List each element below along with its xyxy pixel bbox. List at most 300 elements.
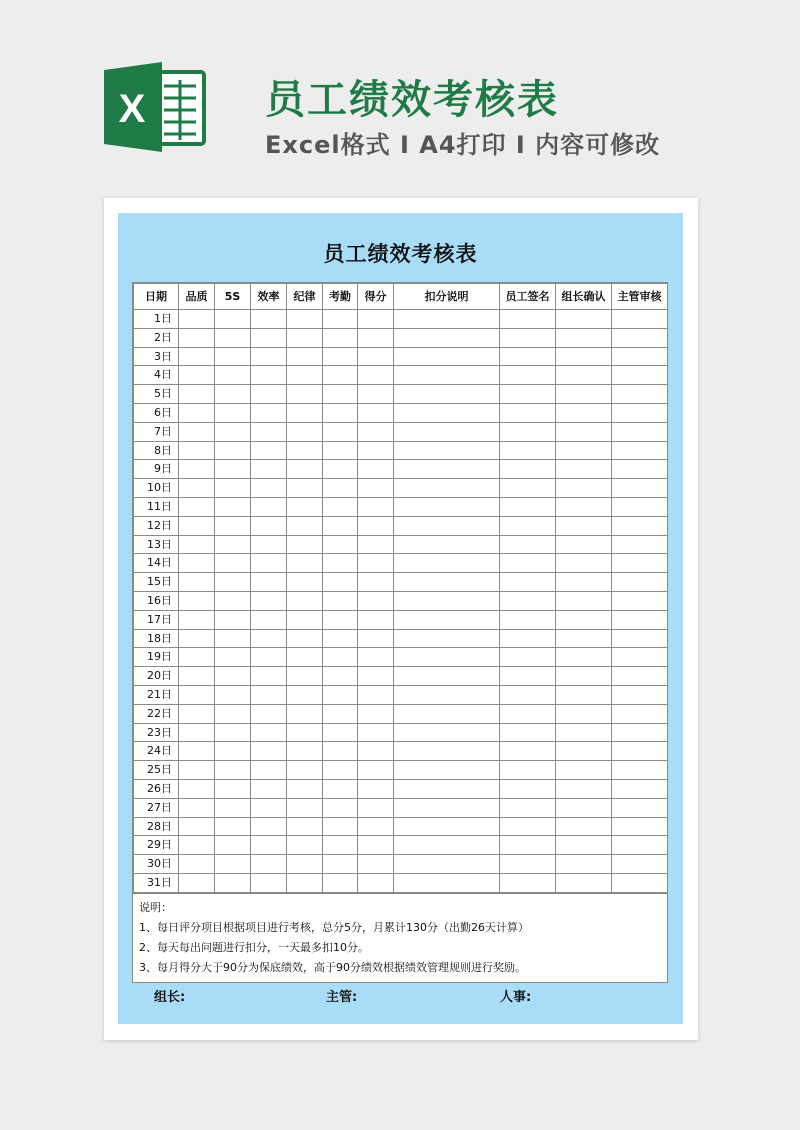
entry-cell[interactable] xyxy=(215,385,251,404)
entry-cell[interactable] xyxy=(612,779,668,798)
entry-cell[interactable] xyxy=(251,855,287,874)
entry-cell[interactable] xyxy=(287,610,323,629)
entry-cell[interactable] xyxy=(215,761,251,780)
entry-cell[interactable] xyxy=(500,742,556,761)
entry-cell[interactable] xyxy=(323,610,358,629)
entry-cell[interactable] xyxy=(358,873,394,892)
entry-cell[interactable] xyxy=(612,667,668,686)
entry-cell[interactable] xyxy=(251,610,287,629)
entry-cell[interactable] xyxy=(612,573,668,592)
entry-cell[interactable] xyxy=(358,479,394,498)
entry-cell[interactable] xyxy=(251,310,287,329)
entry-cell[interactable] xyxy=(179,573,215,592)
entry-cell[interactable] xyxy=(179,310,215,329)
entry-cell[interactable] xyxy=(179,497,215,516)
entry-cell[interactable] xyxy=(612,685,668,704)
entry-cell[interactable] xyxy=(287,535,323,554)
entry-cell[interactable] xyxy=(287,648,323,667)
entry-cell[interactable] xyxy=(394,855,500,874)
entry-cell[interactable] xyxy=(358,422,394,441)
entry-cell[interactable] xyxy=(394,723,500,742)
entry-cell[interactable] xyxy=(179,667,215,686)
entry-cell[interactable] xyxy=(323,310,358,329)
entry-cell[interactable] xyxy=(323,629,358,648)
entry-cell[interactable] xyxy=(287,723,323,742)
entry-cell[interactable] xyxy=(287,779,323,798)
entry-cell[interactable] xyxy=(179,873,215,892)
entry-cell[interactable] xyxy=(394,573,500,592)
entry-cell[interactable] xyxy=(556,422,612,441)
entry-cell[interactable] xyxy=(500,629,556,648)
entry-cell[interactable] xyxy=(287,497,323,516)
entry-cell[interactable] xyxy=(179,855,215,874)
entry-cell[interactable] xyxy=(394,347,500,366)
entry-cell[interactable] xyxy=(358,685,394,704)
entry-cell[interactable] xyxy=(500,497,556,516)
entry-cell[interactable] xyxy=(179,591,215,610)
entry-cell[interactable] xyxy=(612,460,668,479)
entry-cell[interactable] xyxy=(323,403,358,422)
entry-cell[interactable] xyxy=(394,535,500,554)
entry-cell[interactable] xyxy=(358,761,394,780)
entry-cell[interactable] xyxy=(179,648,215,667)
entry-cell[interactable] xyxy=(251,817,287,836)
entry-cell[interactable] xyxy=(215,798,251,817)
entry-cell[interactable] xyxy=(179,516,215,535)
entry-cell[interactable] xyxy=(215,422,251,441)
entry-cell[interactable] xyxy=(323,798,358,817)
entry-cell[interactable] xyxy=(612,761,668,780)
entry-cell[interactable] xyxy=(556,648,612,667)
entry-cell[interactable] xyxy=(556,855,612,874)
entry-cell[interactable] xyxy=(612,422,668,441)
entry-cell[interactable] xyxy=(287,685,323,704)
entry-cell[interactable] xyxy=(556,836,612,855)
entry-cell[interactable] xyxy=(556,723,612,742)
entry-cell[interactable] xyxy=(251,779,287,798)
entry-cell[interactable] xyxy=(358,497,394,516)
entry-cell[interactable] xyxy=(612,817,668,836)
entry-cell[interactable] xyxy=(287,704,323,723)
entry-cell[interactable] xyxy=(179,685,215,704)
entry-cell[interactable] xyxy=(500,573,556,592)
entry-cell[interactable] xyxy=(500,347,556,366)
entry-cell[interactable] xyxy=(179,479,215,498)
entry-cell[interactable] xyxy=(287,798,323,817)
entry-cell[interactable] xyxy=(215,610,251,629)
entry-cell[interactable] xyxy=(612,403,668,422)
entry-cell[interactable] xyxy=(287,385,323,404)
entry-cell[interactable] xyxy=(323,385,358,404)
entry-cell[interactable] xyxy=(394,629,500,648)
entry-cell[interactable] xyxy=(556,873,612,892)
entry-cell[interactable] xyxy=(612,798,668,817)
entry-cell[interactable] xyxy=(323,761,358,780)
entry-cell[interactable] xyxy=(612,554,668,573)
entry-cell[interactable] xyxy=(215,591,251,610)
entry-cell[interactable] xyxy=(323,648,358,667)
entry-cell[interactable] xyxy=(556,667,612,686)
entry-cell[interactable] xyxy=(215,347,251,366)
entry-cell[interactable] xyxy=(358,554,394,573)
entry-cell[interactable] xyxy=(323,366,358,385)
entry-cell[interactable] xyxy=(500,873,556,892)
entry-cell[interactable] xyxy=(215,817,251,836)
entry-cell[interactable] xyxy=(394,310,500,329)
entry-cell[interactable] xyxy=(500,610,556,629)
entry-cell[interactable] xyxy=(394,798,500,817)
entry-cell[interactable] xyxy=(394,591,500,610)
entry-cell[interactable] xyxy=(287,479,323,498)
entry-cell[interactable] xyxy=(358,836,394,855)
entry-cell[interactable] xyxy=(323,855,358,874)
entry-cell[interactable] xyxy=(287,441,323,460)
entry-cell[interactable] xyxy=(287,761,323,780)
entry-cell[interactable] xyxy=(500,422,556,441)
entry-cell[interactable] xyxy=(287,573,323,592)
entry-cell[interactable] xyxy=(179,366,215,385)
entry-cell[interactable] xyxy=(358,723,394,742)
entry-cell[interactable] xyxy=(500,855,556,874)
entry-cell[interactable] xyxy=(612,328,668,347)
entry-cell[interactable] xyxy=(215,554,251,573)
entry-cell[interactable] xyxy=(251,629,287,648)
entry-cell[interactable] xyxy=(612,648,668,667)
entry-cell[interactable] xyxy=(215,704,251,723)
entry-cell[interactable] xyxy=(251,648,287,667)
entry-cell[interactable] xyxy=(287,422,323,441)
entry-cell[interactable] xyxy=(323,422,358,441)
entry-cell[interactable] xyxy=(394,873,500,892)
entry-cell[interactable] xyxy=(251,591,287,610)
entry-cell[interactable] xyxy=(612,629,668,648)
entry-cell[interactable] xyxy=(323,685,358,704)
entry-cell[interactable] xyxy=(556,761,612,780)
entry-cell[interactable] xyxy=(323,328,358,347)
entry-cell[interactable] xyxy=(179,610,215,629)
entry-cell[interactable] xyxy=(179,723,215,742)
entry-cell[interactable] xyxy=(612,535,668,554)
entry-cell[interactable] xyxy=(556,554,612,573)
entry-cell[interactable] xyxy=(556,441,612,460)
entry-cell[interactable] xyxy=(251,385,287,404)
entry-cell[interactable] xyxy=(612,704,668,723)
entry-cell[interactable] xyxy=(179,422,215,441)
entry-cell[interactable] xyxy=(612,310,668,329)
entry-cell[interactable] xyxy=(394,610,500,629)
entry-cell[interactable] xyxy=(612,855,668,874)
entry-cell[interactable] xyxy=(179,779,215,798)
entry-cell[interactable] xyxy=(251,479,287,498)
entry-cell[interactable] xyxy=(215,573,251,592)
entry-cell[interactable] xyxy=(358,855,394,874)
entry-cell[interactable] xyxy=(612,873,668,892)
entry-cell[interactable] xyxy=(251,742,287,761)
entry-cell[interactable] xyxy=(500,366,556,385)
entry-cell[interactable] xyxy=(358,328,394,347)
entry-cell[interactable] xyxy=(215,629,251,648)
entry-cell[interactable] xyxy=(394,328,500,347)
entry-cell[interactable] xyxy=(500,385,556,404)
entry-cell[interactable] xyxy=(358,516,394,535)
entry-cell[interactable] xyxy=(251,347,287,366)
entry-cell[interactable] xyxy=(179,817,215,836)
entry-cell[interactable] xyxy=(251,422,287,441)
entry-cell[interactable] xyxy=(394,836,500,855)
entry-cell[interactable] xyxy=(215,441,251,460)
entry-cell[interactable] xyxy=(556,516,612,535)
entry-cell[interactable] xyxy=(394,667,500,686)
entry-cell[interactable] xyxy=(394,685,500,704)
entry-cell[interactable] xyxy=(394,385,500,404)
entry-cell[interactable] xyxy=(500,798,556,817)
entry-cell[interactable] xyxy=(500,761,556,780)
entry-cell[interactable] xyxy=(287,836,323,855)
entry-cell[interactable] xyxy=(251,704,287,723)
entry-cell[interactable] xyxy=(556,385,612,404)
entry-cell[interactable] xyxy=(323,460,358,479)
entry-cell[interactable] xyxy=(394,817,500,836)
entry-cell[interactable] xyxy=(358,742,394,761)
entry-cell[interactable] xyxy=(251,873,287,892)
entry-cell[interactable] xyxy=(358,798,394,817)
entry-cell[interactable] xyxy=(323,497,358,516)
entry-cell[interactable] xyxy=(394,441,500,460)
entry-cell[interactable] xyxy=(323,779,358,798)
entry-cell[interactable] xyxy=(394,403,500,422)
entry-cell[interactable] xyxy=(323,836,358,855)
entry-cell[interactable] xyxy=(287,873,323,892)
entry-cell[interactable] xyxy=(287,855,323,874)
entry-cell[interactable] xyxy=(500,591,556,610)
entry-cell[interactable] xyxy=(323,667,358,686)
entry-cell[interactable] xyxy=(500,460,556,479)
entry-cell[interactable] xyxy=(215,873,251,892)
entry-cell[interactable] xyxy=(556,742,612,761)
entry-cell[interactable] xyxy=(323,817,358,836)
entry-cell[interactable] xyxy=(358,366,394,385)
entry-cell[interactable] xyxy=(500,817,556,836)
entry-cell[interactable] xyxy=(358,704,394,723)
entry-cell[interactable] xyxy=(287,591,323,610)
entry-cell[interactable] xyxy=(612,742,668,761)
entry-cell[interactable] xyxy=(179,742,215,761)
entry-cell[interactable] xyxy=(251,667,287,686)
entry-cell[interactable] xyxy=(323,723,358,742)
entry-cell[interactable] xyxy=(556,497,612,516)
entry-cell[interactable] xyxy=(500,836,556,855)
entry-cell[interactable] xyxy=(556,610,612,629)
entry-cell[interactable] xyxy=(179,704,215,723)
entry-cell[interactable] xyxy=(556,798,612,817)
entry-cell[interactable] xyxy=(500,516,556,535)
entry-cell[interactable] xyxy=(179,441,215,460)
entry-cell[interactable] xyxy=(358,460,394,479)
entry-cell[interactable] xyxy=(556,347,612,366)
entry-cell[interactable] xyxy=(215,723,251,742)
entry-cell[interactable] xyxy=(215,535,251,554)
entry-cell[interactable] xyxy=(500,441,556,460)
entry-cell[interactable] xyxy=(251,516,287,535)
entry-cell[interactable] xyxy=(394,648,500,667)
entry-cell[interactable] xyxy=(556,366,612,385)
entry-cell[interactable] xyxy=(358,403,394,422)
entry-cell[interactable] xyxy=(251,554,287,573)
entry-cell[interactable] xyxy=(287,460,323,479)
entry-cell[interactable] xyxy=(215,328,251,347)
entry-cell[interactable] xyxy=(251,366,287,385)
entry-cell[interactable] xyxy=(287,667,323,686)
entry-cell[interactable] xyxy=(394,779,500,798)
entry-cell[interactable] xyxy=(612,497,668,516)
entry-cell[interactable] xyxy=(287,742,323,761)
entry-cell[interactable] xyxy=(358,817,394,836)
entry-cell[interactable] xyxy=(556,310,612,329)
entry-cell[interactable] xyxy=(500,554,556,573)
entry-cell[interactable] xyxy=(394,460,500,479)
entry-cell[interactable] xyxy=(287,629,323,648)
entry-cell[interactable] xyxy=(358,610,394,629)
entry-cell[interactable] xyxy=(612,366,668,385)
entry-cell[interactable] xyxy=(179,629,215,648)
entry-cell[interactable] xyxy=(323,347,358,366)
entry-cell[interactable] xyxy=(612,516,668,535)
entry-cell[interactable] xyxy=(179,385,215,404)
entry-cell[interactable] xyxy=(287,403,323,422)
entry-cell[interactable] xyxy=(287,328,323,347)
entry-cell[interactable] xyxy=(323,573,358,592)
entry-cell[interactable] xyxy=(612,441,668,460)
entry-cell[interactable] xyxy=(323,704,358,723)
entry-cell[interactable] xyxy=(215,667,251,686)
entry-cell[interactable] xyxy=(287,347,323,366)
entry-cell[interactable] xyxy=(556,328,612,347)
entry-cell[interactable] xyxy=(358,629,394,648)
entry-cell[interactable] xyxy=(358,591,394,610)
entry-cell[interactable] xyxy=(323,516,358,535)
entry-cell[interactable] xyxy=(215,366,251,385)
entry-cell[interactable] xyxy=(394,761,500,780)
entry-cell[interactable] xyxy=(612,385,668,404)
entry-cell[interactable] xyxy=(179,535,215,554)
entry-cell[interactable] xyxy=(358,385,394,404)
entry-cell[interactable] xyxy=(394,554,500,573)
entry-cell[interactable] xyxy=(179,347,215,366)
entry-cell[interactable] xyxy=(287,516,323,535)
entry-cell[interactable] xyxy=(215,516,251,535)
entry-cell[interactable] xyxy=(612,610,668,629)
entry-cell[interactable] xyxy=(500,779,556,798)
entry-cell[interactable] xyxy=(287,817,323,836)
entry-cell[interactable] xyxy=(358,667,394,686)
entry-cell[interactable] xyxy=(500,723,556,742)
entry-cell[interactable] xyxy=(323,591,358,610)
entry-cell[interactable] xyxy=(179,836,215,855)
entry-cell[interactable] xyxy=(215,479,251,498)
entry-cell[interactable] xyxy=(323,873,358,892)
entry-cell[interactable] xyxy=(358,573,394,592)
entry-cell[interactable] xyxy=(358,648,394,667)
entry-cell[interactable] xyxy=(251,798,287,817)
entry-cell[interactable] xyxy=(394,516,500,535)
entry-cell[interactable] xyxy=(179,403,215,422)
entry-cell[interactable] xyxy=(323,535,358,554)
entry-cell[interactable] xyxy=(215,836,251,855)
entry-cell[interactable] xyxy=(394,366,500,385)
entry-cell[interactable] xyxy=(179,798,215,817)
entry-cell[interactable] xyxy=(556,460,612,479)
entry-cell[interactable] xyxy=(215,685,251,704)
entry-cell[interactable] xyxy=(358,779,394,798)
entry-cell[interactable] xyxy=(251,685,287,704)
entry-cell[interactable] xyxy=(358,441,394,460)
entry-cell[interactable] xyxy=(251,535,287,554)
entry-cell[interactable] xyxy=(215,460,251,479)
entry-cell[interactable] xyxy=(394,479,500,498)
entry-cell[interactable] xyxy=(251,761,287,780)
entry-cell[interactable] xyxy=(215,310,251,329)
entry-cell[interactable] xyxy=(251,573,287,592)
entry-cell[interactable] xyxy=(215,855,251,874)
entry-cell[interactable] xyxy=(556,403,612,422)
entry-cell[interactable] xyxy=(394,422,500,441)
entry-cell[interactable] xyxy=(556,479,612,498)
entry-cell[interactable] xyxy=(251,497,287,516)
entry-cell[interactable] xyxy=(612,836,668,855)
entry-cell[interactable] xyxy=(251,441,287,460)
entry-cell[interactable] xyxy=(556,629,612,648)
entry-cell[interactable] xyxy=(179,460,215,479)
entry-cell[interactable] xyxy=(500,403,556,422)
entry-cell[interactable] xyxy=(251,723,287,742)
entry-cell[interactable] xyxy=(394,497,500,516)
entry-cell[interactable] xyxy=(251,836,287,855)
entry-cell[interactable] xyxy=(215,742,251,761)
entry-cell[interactable] xyxy=(358,310,394,329)
entry-cell[interactable] xyxy=(500,704,556,723)
entry-cell[interactable] xyxy=(251,328,287,347)
entry-cell[interactable] xyxy=(215,497,251,516)
entry-cell[interactable] xyxy=(251,460,287,479)
entry-cell[interactable] xyxy=(323,554,358,573)
entry-cell[interactable] xyxy=(179,328,215,347)
entry-cell[interactable] xyxy=(287,366,323,385)
entry-cell[interactable] xyxy=(556,779,612,798)
entry-cell[interactable] xyxy=(500,328,556,347)
entry-cell[interactable] xyxy=(394,704,500,723)
entry-cell[interactable] xyxy=(500,479,556,498)
entry-cell[interactable] xyxy=(556,573,612,592)
entry-cell[interactable] xyxy=(556,591,612,610)
entry-cell[interactable] xyxy=(215,779,251,798)
entry-cell[interactable] xyxy=(556,817,612,836)
entry-cell[interactable] xyxy=(358,535,394,554)
entry-cell[interactable] xyxy=(612,591,668,610)
entry-cell[interactable] xyxy=(500,535,556,554)
entry-cell[interactable] xyxy=(251,403,287,422)
entry-cell[interactable] xyxy=(500,685,556,704)
entry-cell[interactable] xyxy=(215,648,251,667)
entry-cell[interactable] xyxy=(215,403,251,422)
entry-cell[interactable] xyxy=(323,479,358,498)
entry-cell[interactable] xyxy=(612,479,668,498)
entry-cell[interactable] xyxy=(323,441,358,460)
entry-cell[interactable] xyxy=(287,310,323,329)
entry-cell[interactable] xyxy=(358,347,394,366)
entry-cell[interactable] xyxy=(323,742,358,761)
entry-cell[interactable] xyxy=(556,704,612,723)
entry-cell[interactable] xyxy=(500,310,556,329)
